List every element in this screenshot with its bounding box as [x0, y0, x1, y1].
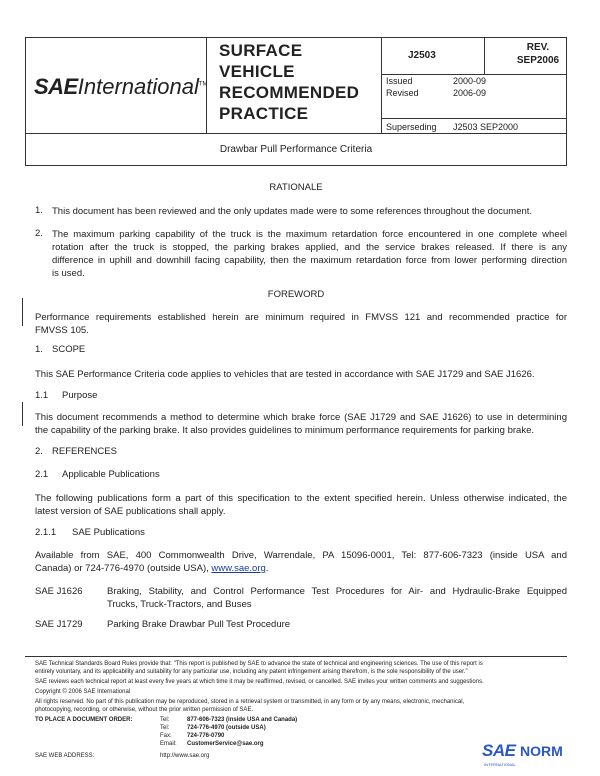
issued-label: Issued [386, 76, 413, 86]
section-heading: Purpose [62, 390, 98, 401]
sae-pubs-text: Available from SAE, 400 Commonwealth Drive, Warrendale, PA 15096-0001, Tel: 877-606-7323 (inside USA and [35, 550, 567, 561]
header-divider [381, 118, 566, 119]
section-number: 2. [35, 446, 43, 457]
sae-international-logo [34, 74, 208, 100]
section-heading: REFERENCES [52, 446, 117, 457]
sae-norm-watermark-sub: INTERNATIONAL [484, 762, 516, 767]
logo-tm: TM [198, 81, 208, 88]
section-number: 2.1 [35, 469, 49, 480]
foreword-text: FMVSS 105. [35, 325, 89, 336]
issued-value: 2000-09 [453, 76, 487, 86]
section-number: 1. [35, 344, 43, 355]
purpose-text: the capability of the parking brake. It also provides guidelines to minimum performance requirements for parking brake. [35, 425, 535, 436]
category-line: SURFACE [219, 41, 303, 60]
section-heading: SAE Publications [72, 527, 145, 538]
web-label: SAE WEB ADDRESS: [35, 753, 95, 759]
applicable-text: latest version of SAE publications shall apply. [35, 506, 226, 517]
superseding-label: Superseding [386, 122, 437, 132]
tel-value: 724-776-4970 (outside USA) [187, 725, 266, 731]
revision-block [511, 41, 565, 67]
document-number: J2503 [408, 50, 436, 61]
fax-value: 724-776-0790 [187, 733, 225, 739]
footer-copyright: Copyright © 2006 SAE International [35, 689, 131, 695]
fax-label: Fax: [160, 733, 172, 739]
tel-label: Tel: [160, 717, 170, 723]
document-category [219, 40, 359, 124]
tel-label: Tel: [160, 725, 170, 731]
rationale-item-number: 2. [35, 228, 43, 239]
rationale-item-number: 1. [35, 205, 43, 216]
reference-title: Parking Brake Drawbar Pull Test Procedure [107, 619, 291, 630]
rev-value: SEP2006 [516, 55, 560, 66]
rationale-item-text: difference in uphill and downhill facing capability, then the maximum retardation force from lower performing direction [52, 255, 567, 266]
footer-disclaimer: entirely voluntary, and its applicability and suitability for any particular use, including any patent infringement arising therefrom, is the sole responsibility of the user." [35, 669, 468, 675]
logo-international: International [77, 74, 199, 99]
sae-norm-watermark-text: NORM [520, 743, 563, 759]
rationale-item-text: This document has been reviewed and the only updates made were to some references throughout the document. [52, 206, 533, 217]
email-value[interactable]: CustomerService@sae.org [187, 741, 264, 747]
document-title: Drawbar Pull Performance Criteria [25, 134, 567, 166]
footer-rights: photocopying, recording, or otherwise, without the prior written permission of SAE. [35, 707, 254, 713]
logo-sae: SAE [34, 74, 78, 99]
foreword-heading: FOREWORD [267, 289, 325, 300]
section-number: 2.1.1 [35, 527, 57, 538]
section-number: 1.1 [35, 390, 49, 401]
change-bar [22, 298, 23, 326]
change-bar [22, 402, 23, 426]
sae-pubs-text [35, 562, 567, 575]
category-line: RECOMMENDED [219, 83, 360, 102]
scope-text: This SAE Performance Criteria code applies to vehicles that are tested in accordance with SAE J1729 and SAE J1626. [35, 369, 535, 380]
footer-review-note: SAE reviews each technical report at least every five years at which time it may be reaffirmed, revised, or cancelled. SAE invites your written comments and suggestions. [35, 679, 484, 685]
sae-website-link[interactable]: www.sae.org [211, 563, 266, 574]
tel-value: 877-606-7323 (inside USA and Canada) [187, 717, 298, 723]
rev-label: REV. [526, 42, 550, 53]
revised-label: Revised [386, 88, 419, 98]
applicable-text: The following publications form a part of this specification to the extent specified herein. Unless otherwise indicated, the [35, 493, 567, 504]
header-box [25, 37, 567, 134]
rationale-heading: RATIONALE [269, 182, 323, 193]
revised-value: 2006-09 [453, 88, 487, 98]
sae-pubs-text-suffix: . [265, 563, 269, 574]
web-value[interactable]: http://www.sae.org [160, 753, 210, 759]
reference-code: SAE J1626 [35, 586, 83, 597]
rationale-item-text: is used. [52, 268, 85, 279]
sae-norm-watermark: SAE [482, 741, 516, 760]
reference-code: SAE J1729 [35, 619, 83, 630]
foreword-text: Performance requirements established herein are minimum required in FMVSS 121 and recommended practice for [35, 312, 567, 323]
header-divider [484, 38, 485, 74]
footer-rule [25, 656, 567, 657]
footer-rights: All rights reserved. No part of this publication may be reproduced, stored in a retrieval system or transmitted, in any form or by any means, electronic, mechanical, [35, 699, 465, 705]
section-heading: Applicable Publications [62, 469, 160, 480]
email-label: Email: [160, 741, 177, 747]
reference-title: Braking, Stability, and Control Performance Test Procedures for Air- and Hydraulic-Brake Equipped [107, 586, 567, 597]
sae-pubs-text-prefix: Canada) or 724-776-4970 (outside USA), [35, 563, 212, 574]
footer-disclaimer: SAE Technical Standards Board Rules provide that: "This report is published by SAE to advance the state of technical and engineering sciences. The use of this report is [35, 661, 483, 667]
order-label: TO PLACE A DOCUMENT ORDER: [35, 717, 133, 723]
purpose-text: This document recommends a method to determine which brake force (SAE J1729 and SAE J1626) to use in determining [35, 412, 567, 423]
header-divider [381, 74, 566, 75]
rationale-item-text: rotation after the truck is stopped, the parking brakes applied, and the service brakes released. If there is any [52, 242, 567, 253]
rationale-item-text: The maximum parking capability of the truck is the maximum retardation force encountered in one complete wheel [52, 229, 567, 240]
superseding-value: J2503 SEP2000 [453, 122, 519, 132]
reference-title: Trucks, Truck-Tractors, and Buses [107, 599, 252, 610]
category-line: PRACTICE [219, 104, 309, 123]
category-line: VEHICLE [219, 62, 295, 81]
section-heading: SCOPE [52, 344, 86, 355]
